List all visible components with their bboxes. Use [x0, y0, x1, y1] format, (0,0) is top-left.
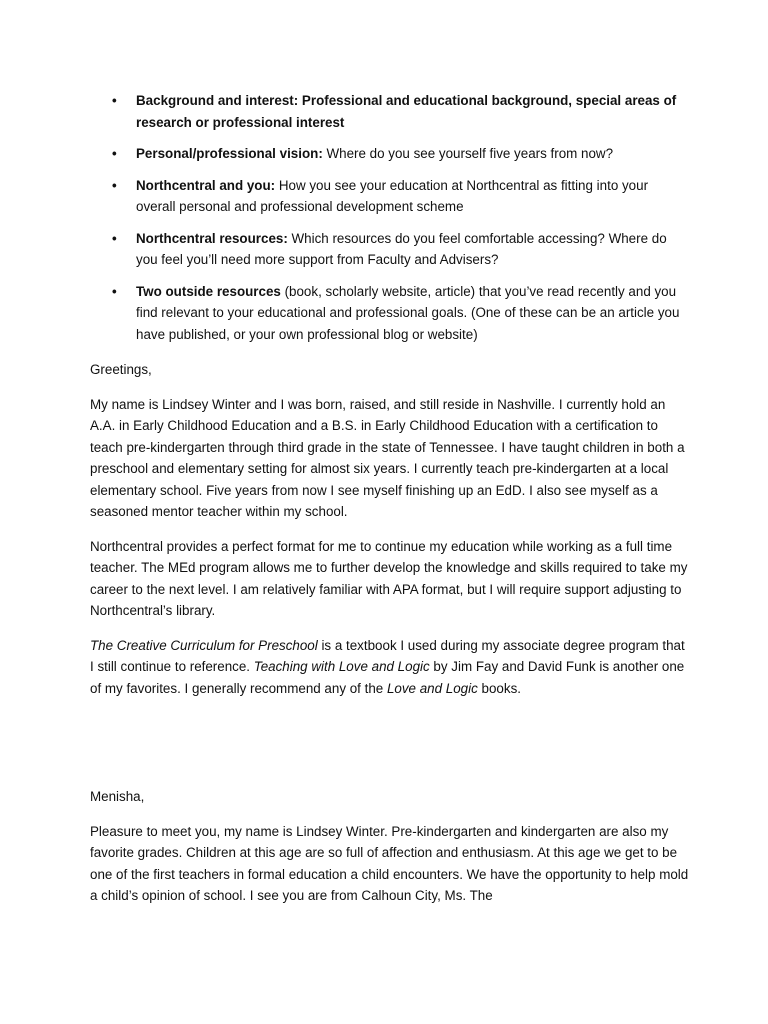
bullet-label: Two outside resources — [136, 283, 281, 299]
prompt-bullet-list — [90, 90, 690, 345]
resources-text-3: books. — [477, 680, 521, 696]
bullet-icon: • — [112, 230, 117, 246]
reply-paragraph: Pleasure to meet you, my name is Lindsey Winter. Pre-kindergarten and kindergarten are also my favorite grades. Children at this age are so full of affection and enthusiasm. At this age we get to be one of the first teachers in formal education a child encounters. We have the opportunity to help mold a child’s opinion of school. I see you are from Calhoun City, Ms. The — [90, 823, 689, 903]
bullet-label: Northcentral and you: — [136, 177, 276, 193]
bullet-label: Personal/professional vision: — [136, 146, 323, 161]
bullet-background-interest — [90, 90, 690, 133]
bullet-northcentral-resources — [90, 228, 690, 271]
series-title-love-and-logic: Love and Logic — [386, 680, 478, 696]
reply-greeting: Menisha, — [90, 789, 145, 804]
book-title-creative-curriculum: The Creative Curriculum for Preschool — [90, 637, 318, 653]
resources-text-2: by Jim Fay and David Funk is another one of my favorites. I generally recommend any of the — [90, 659, 685, 696]
intro-paragraph: My name is Lindsey Winter and I was born, raised, and still reside in Nashville. I currently hold an A.A. in Early Childhood Education and a B.S. in Early Childhood Education with a certification to teach pre-kindergarten through third grade in the state of Tennessee. I have taught children in both a preschool and elementary setting for almost six years. I currently teach pre-kindergarten at a local elementary school. Five years from now I see myself finishing up an EdD. I also see myself as a seasoned mentor teacher within my school. — [90, 396, 685, 519]
northcentral-paragraph: Northcentral provides a perfect format for me to continue my education while working as a full time teacher. The MEd program allows me to further develop the knowledge and skills required to take my career to the next level. I am relatively familiar with APA format, but I will require support adjusting to Northcentral’s library. — [90, 538, 688, 618]
document-page — [90, 90, 690, 920]
bullet-icon: • — [112, 177, 117, 193]
bullet-outside-resources — [90, 281, 690, 346]
bullet-label: Northcentral resources: — [136, 230, 288, 246]
bullet-label: Background and interest: — [136, 93, 299, 108]
bullet-personal-vision — [90, 143, 690, 165]
resources-paragraph — [90, 635, 690, 700]
bullet-text: Professional and educational background, special areas of research or professional interest — [136, 93, 677, 130]
bullet-northcentral-and-you — [90, 175, 690, 218]
bullet-text: (book, scholarly website, article) that you’ve read recently and you find relevant to your educational and professional goals. (One of these can be an article you have published, or your own professional blog or website) — [136, 283, 680, 342]
bullet-icon: • — [112, 93, 117, 108]
greeting: Greetings, — [90, 362, 152, 377]
spacer — [90, 712, 690, 786]
bullet-icon: • — [112, 146, 117, 161]
bullet-text: Where do you see yourself five years from now? — [322, 146, 614, 161]
resources-text-1: is a textbook I used during my associate degree program that I still continue to reference. — [90, 637, 685, 674]
bullet-text: How you see your education at Northcentral as fitting into your overall personal and professional development scheme — [136, 177, 649, 214]
bullet-text: Which resources do you feel comfortable accessing? Where do you feel you’ll need more support from Faculty and Advisers? — [136, 230, 667, 267]
book-title-love-and-logic: Teaching with Love and Logic — [253, 659, 430, 674]
bullet-icon: • — [112, 283, 117, 299]
